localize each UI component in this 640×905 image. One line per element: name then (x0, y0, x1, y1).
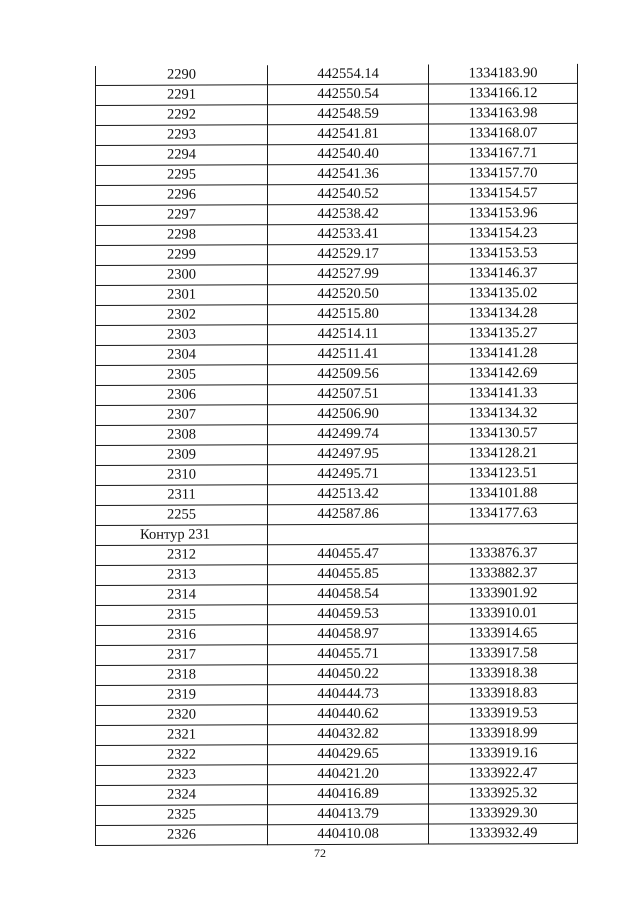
point-number-cell: 2301 (96, 285, 268, 306)
point-number-cell: 2316 (96, 625, 268, 646)
point-number-cell: 2300 (96, 265, 268, 286)
point-number-cell: 2322 (96, 745, 268, 766)
point-number-cell: 2304 (96, 345, 268, 366)
y-coordinate-cell: 1334154.57 (429, 183, 578, 204)
x-coordinate-cell: 440429.65 (268, 744, 429, 765)
x-coordinate-cell: 442548.59 (268, 104, 429, 125)
x-coordinate-cell: 442514.11 (268, 324, 429, 345)
y-coordinate-cell: 1333917.58 (429, 643, 578, 664)
point-number-cell: 2326 (96, 825, 268, 846)
table-row (96, 323, 578, 345)
table-row (96, 403, 578, 425)
x-coordinate-cell: 442511.41 (268, 344, 429, 365)
y-coordinate-cell: 1333882.37 (429, 563, 578, 584)
table-row (96, 463, 578, 485)
y-coordinate-cell: 1333932.49 (429, 823, 578, 844)
point-number-cell: 2290 (96, 65, 268, 85)
table-row (96, 783, 578, 805)
table-row (96, 303, 578, 325)
y-coordinate-cell: 1334177.63 (429, 503, 578, 524)
point-number-cell: 2321 (96, 725, 268, 746)
point-number-cell: 2313 (96, 565, 268, 586)
table-row (96, 723, 578, 745)
x-coordinate-cell: 442587.86 (268, 504, 429, 525)
x-coordinate-cell: 442527.99 (268, 264, 429, 285)
y-coordinate-cell: 1334153.96 (429, 203, 578, 224)
contour-header-row (96, 523, 578, 545)
table-row (96, 123, 578, 145)
y-coordinate-cell: 1334146.37 (429, 263, 578, 284)
point-number-cell: 2320 (96, 705, 268, 726)
y-coordinate-cell: 1334183.90 (429, 64, 578, 84)
y-coordinate-cell: 1334157.70 (429, 163, 578, 184)
point-number-cell: 2325 (96, 805, 268, 826)
x-coordinate-cell: 442495.71 (268, 464, 429, 485)
table-row (96, 203, 578, 225)
point-number-cell: 2294 (96, 145, 268, 166)
table-row (96, 603, 578, 625)
table-row (96, 103, 578, 125)
x-coordinate-cell: 442507.51 (268, 384, 429, 405)
x-coordinate-cell: 442554.14 (268, 65, 429, 85)
point-number-cell: 2291 (96, 85, 268, 106)
table-row (96, 83, 578, 105)
y-coordinate-cell: 1334168.07 (429, 123, 578, 144)
point-number-cell: 2303 (96, 325, 268, 346)
x-coordinate-cell: 442541.81 (268, 124, 429, 145)
x-coordinate-cell: 440444.73 (268, 684, 429, 705)
point-number-cell: Контур 231 (96, 525, 268, 546)
table-row (96, 343, 578, 365)
table-row (96, 543, 578, 565)
table-row (96, 703, 578, 725)
table-row (96, 743, 578, 765)
y-coordinate-cell: 1333922.47 (429, 763, 578, 784)
x-coordinate-cell: 440450.22 (268, 664, 429, 685)
x-coordinate-cell: 440440.62 (268, 704, 429, 725)
table-row (96, 243, 578, 265)
y-coordinate-cell: 1334130.57 (429, 423, 578, 444)
table-row (96, 663, 578, 685)
point-number-cell: 2297 (96, 205, 268, 226)
x-coordinate-cell: 442520.50 (268, 284, 429, 305)
table-row (96, 623, 578, 645)
point-number-cell: 2293 (96, 125, 268, 146)
y-coordinate-cell: 1334166.12 (429, 83, 578, 104)
y-coordinate-cell: 1334163.98 (429, 103, 578, 124)
y-coordinate-cell: 1334167.71 (429, 143, 578, 164)
x-coordinate-cell: 440455.71 (268, 644, 429, 665)
y-coordinate-cell: 1334153.53 (429, 243, 578, 264)
point-number-cell: 2319 (96, 685, 268, 706)
x-coordinate-cell: 440455.47 (268, 544, 429, 565)
x-coordinate-cell: 442513.42 (268, 484, 429, 505)
table-row (96, 283, 578, 305)
y-coordinate-cell: 1333919.53 (429, 703, 578, 724)
y-coordinate-cell: 1333876.37 (429, 543, 578, 564)
table-row (96, 503, 578, 525)
point-number-cell: 2318 (96, 665, 268, 686)
y-coordinate-cell (429, 523, 578, 544)
table-row (96, 803, 578, 825)
y-coordinate-cell: 1334134.32 (429, 403, 578, 424)
point-number-cell: 2309 (96, 445, 268, 466)
y-coordinate-cell: 1334142.69 (429, 363, 578, 384)
table-row (96, 683, 578, 705)
y-coordinate-cell: 1334134.28 (429, 303, 578, 324)
point-number-cell: 2296 (96, 185, 268, 206)
table-row (96, 263, 578, 285)
table-row (96, 823, 578, 845)
point-number-cell: 2295 (96, 165, 268, 186)
y-coordinate-cell: 1334135.02 (429, 283, 578, 304)
point-number-cell: 2292 (96, 105, 268, 126)
point-number-cell: 2315 (96, 605, 268, 626)
x-coordinate-cell: 442529.17 (268, 244, 429, 265)
table-row (96, 583, 578, 605)
table-row (96, 223, 578, 245)
y-coordinate-cell: 1333914.65 (429, 623, 578, 644)
x-coordinate-cell: 442540.40 (268, 144, 429, 165)
table-row (96, 163, 578, 185)
x-coordinate-cell: 442509.56 (268, 364, 429, 385)
point-number-cell: 2299 (96, 245, 268, 266)
table-row (96, 383, 578, 405)
x-coordinate-cell: 440459.53 (268, 604, 429, 625)
x-coordinate-cell: 442541.36 (268, 164, 429, 185)
table-row (96, 643, 578, 665)
table-row (96, 64, 578, 86)
x-coordinate-cell: 440413.79 (268, 804, 429, 825)
point-number-cell: 2323 (96, 765, 268, 786)
coordinates-table (95, 64, 578, 846)
y-coordinate-cell: 1333919.16 (429, 743, 578, 764)
x-coordinate-cell: 440455.85 (268, 564, 429, 585)
page-number: 72 (314, 846, 326, 860)
point-number-cell: 2307 (96, 405, 268, 426)
point-number-cell: 2306 (96, 385, 268, 406)
table-row (96, 183, 578, 205)
point-number-cell: 2305 (96, 365, 268, 386)
y-coordinate-cell: 1333918.38 (429, 663, 578, 684)
y-coordinate-cell: 1333901.92 (429, 583, 578, 604)
table-row (96, 563, 578, 585)
x-coordinate-cell: 440458.97 (268, 624, 429, 645)
y-coordinate-cell: 1333910.01 (429, 603, 578, 624)
point-number-cell: 2317 (96, 645, 268, 666)
y-coordinate-cell: 1334141.33 (429, 383, 578, 404)
x-coordinate-cell: 442499.74 (268, 424, 429, 445)
y-coordinate-cell: 1334123.51 (429, 463, 578, 484)
table-row (96, 143, 578, 165)
x-coordinate-cell: 442533.41 (268, 224, 429, 245)
y-coordinate-cell: 1334128.21 (429, 443, 578, 464)
x-coordinate-cell: 442540.52 (268, 184, 429, 205)
y-coordinate-cell: 1333918.99 (429, 723, 578, 744)
x-coordinate-cell: 440410.08 (268, 824, 429, 845)
coordinates-table-body (96, 64, 578, 846)
x-coordinate-cell: 442497.95 (268, 444, 429, 465)
x-coordinate-cell (268, 524, 429, 545)
point-number-cell: 2308 (96, 425, 268, 446)
x-coordinate-cell: 440432.82 (268, 724, 429, 745)
point-number-cell: 2324 (96, 785, 268, 806)
point-number-cell: 2310 (96, 465, 268, 486)
table-row (96, 443, 578, 465)
table-row (96, 763, 578, 785)
x-coordinate-cell: 442515.80 (268, 304, 429, 325)
y-coordinate-cell: 1334135.27 (429, 323, 578, 344)
x-coordinate-cell: 442550.54 (268, 84, 429, 105)
y-coordinate-cell: 1333918.83 (429, 683, 578, 704)
point-number-cell: 2302 (96, 305, 268, 326)
point-number-cell: 2255 (96, 505, 268, 526)
y-coordinate-cell: 1334141.28 (429, 343, 578, 364)
y-coordinate-cell: 1333929.30 (429, 803, 578, 824)
x-coordinate-cell: 440416.89 (268, 784, 429, 805)
point-number-cell: 2314 (96, 585, 268, 606)
y-coordinate-cell: 1334154.23 (429, 223, 578, 244)
x-coordinate-cell: 440458.54 (268, 584, 429, 605)
point-number-cell: 2311 (96, 485, 268, 506)
point-number-cell: 2298 (96, 225, 268, 246)
x-coordinate-cell: 442538.42 (268, 204, 429, 225)
table-row (96, 423, 578, 445)
y-coordinate-cell: 1334101.88 (429, 483, 578, 504)
x-coordinate-cell: 442506.90 (268, 404, 429, 425)
x-coordinate-cell: 440421.20 (268, 764, 429, 785)
point-number-cell: 2312 (96, 545, 268, 566)
table-row (96, 483, 578, 505)
table-row (96, 363, 578, 385)
y-coordinate-cell: 1333925.32 (429, 783, 578, 804)
